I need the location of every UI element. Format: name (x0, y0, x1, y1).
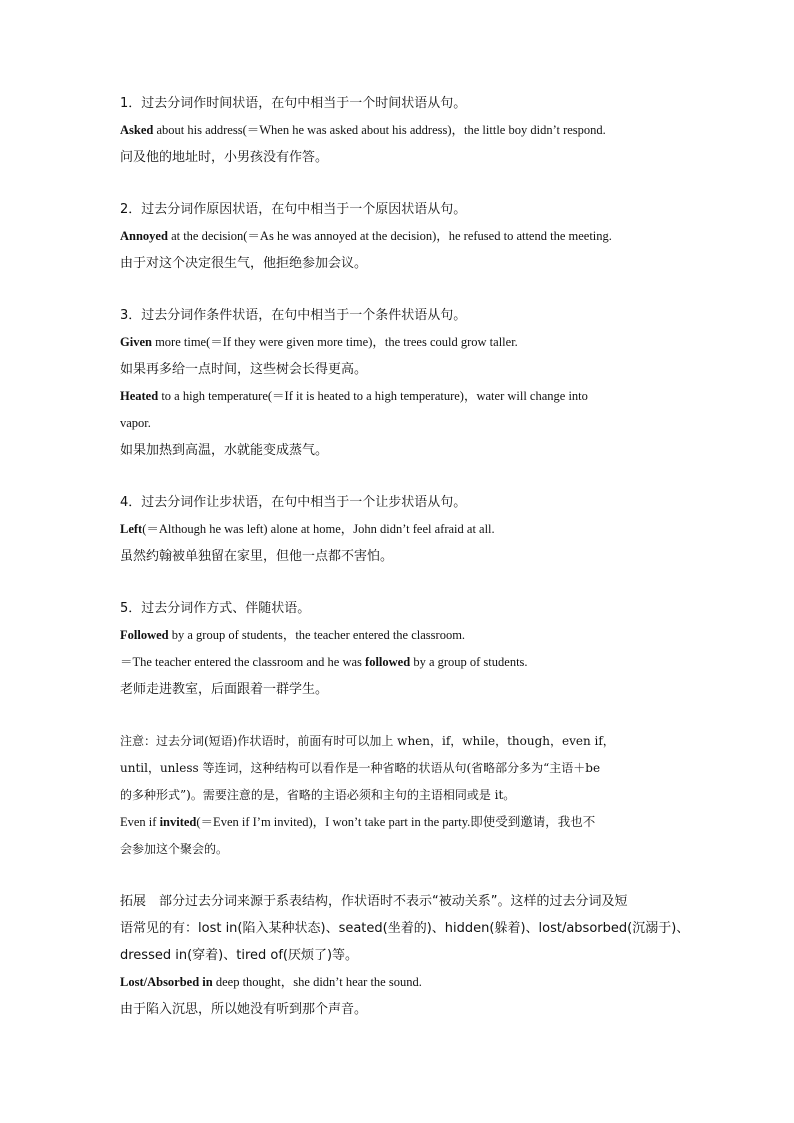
note-example-cont: 会参加这个聚会的。 (120, 842, 229, 856)
section-3-example-2-cont: vapor. (120, 416, 151, 430)
extension-translation: 由于陷入沉思，所以她没有听到那个声音。 (120, 1002, 368, 1017)
section-3-keyword-2: Heated (120, 389, 159, 403)
section-3-example-1-text: more time(＝If they were given more time)，the trees could grow taller. (151, 335, 518, 349)
section-5-heading: 5．过去分词作方式、伴随状语。 (120, 601, 311, 616)
section-3-example-2-text: to a high temperature(＝If it is heated to a high temperature)，water will change into (158, 389, 588, 403)
note-example-keyword: invited (159, 815, 197, 829)
section-5-equivalent-a: ＝The teacher entered the classroom and he was (120, 655, 366, 669)
extension-line-3: dressed in(穿着)、tired of(厌烦了)等。 (120, 948, 359, 963)
section-3-heading: 3．过去分词作条件状语，在句中相当于一个条件状语从句。 (120, 308, 467, 323)
section-5-example-text: by a group of students，the teacher entered the classroom. (168, 628, 466, 642)
section-2-example-text: at the decision(＝As he was annoyed at the decision)，he refused to attend the meeting. (167, 229, 612, 243)
section-5-keyword: Followed (120, 628, 169, 642)
note-line-3: 的多种形式”)。需要注意的是，省略的主语必须和主句的主语相同或是 it。 (120, 788, 516, 802)
section-1-example (120, 117, 680, 144)
section-4-keyword: Left (120, 522, 143, 536)
section-5-example (120, 622, 680, 649)
note-line-2: until，unless 等连词，这种结构可以看作是一种省略的状语从句(省略部分多为“主语＋be (120, 761, 601, 775)
section-4-example (120, 516, 680, 543)
document-body (120, 90, 690, 1023)
section-1-example-text: about his address(＝When he was asked about his address)，the little boy didn’t respond. (153, 123, 606, 137)
section-3-example-1 (120, 329, 680, 356)
extension-example (120, 969, 680, 996)
section-4-heading: 4．过去分词作让步状语，在句中相当于一个让步状语从句。 (120, 495, 467, 510)
section-1-translation: 问及他的地址时，小男孩没有作答。 (120, 150, 329, 165)
section-2-translation: 由于对这个决定很生气，他拒绝参加会议。 (120, 256, 368, 271)
section-5-equivalent (120, 649, 680, 676)
section-5-equivalent-b: by a group of students. (410, 655, 528, 669)
section-2-example (120, 223, 680, 250)
section-5-translation: 老师走进教室，后面跟着一群学生。 (120, 682, 329, 697)
note-example-a: Even if (120, 815, 160, 829)
extension-keyword: Lost/Absorbed in (120, 975, 213, 989)
note-line-1: 注意：过去分词(短语)作状语时，前面有时可以加上 when，if，while，though，even if， (120, 734, 615, 748)
section-3-example-2 (120, 383, 680, 410)
section-3-translation-2: 如果加热到高温，水就能变成蒸气。 (120, 443, 329, 458)
extension-example-text: deep thought，she didn’t hear the sound. (212, 975, 422, 989)
extension-line-2: 语常见的有：lost in(陷入某种状态)、seated(坐着的)、hidden(躲着)、lost/absorbed(沉溺于)、 (120, 921, 690, 936)
section-2-keyword: Annoyed (120, 229, 168, 243)
extension-line-1: 拓展 部分过去分词来源于系表结构，作状语时不表示“被动关系”。这样的过去分词及短 (120, 894, 628, 909)
section-4-example-text: (＝Although he was left) alone at home，John didn’t feel afraid at all. (142, 522, 495, 536)
section-3-translation-1: 如果再多给一点时间，这些树会长得更高。 (120, 362, 368, 377)
section-4-translation: 虽然约翰被单独留在家里，但他一点都不害怕。 (120, 549, 394, 564)
note-example (120, 809, 680, 836)
section-1-keyword: Asked (120, 123, 154, 137)
section-1-heading: 1．过去分词作时间状语，在句中相当于一个时间状语从句。 (120, 96, 467, 111)
note-example-b: (＝Even if I’m invited)，I won’t take part in the party.即使受到邀请，我也不 (196, 815, 596, 829)
section-3-keyword-1: Given (120, 335, 152, 349)
section-5-equivalent-keyword: followed (365, 655, 411, 669)
section-2-heading: 2．过去分词作原因状语，在句中相当于一个原因状语从句。 (120, 202, 467, 217)
